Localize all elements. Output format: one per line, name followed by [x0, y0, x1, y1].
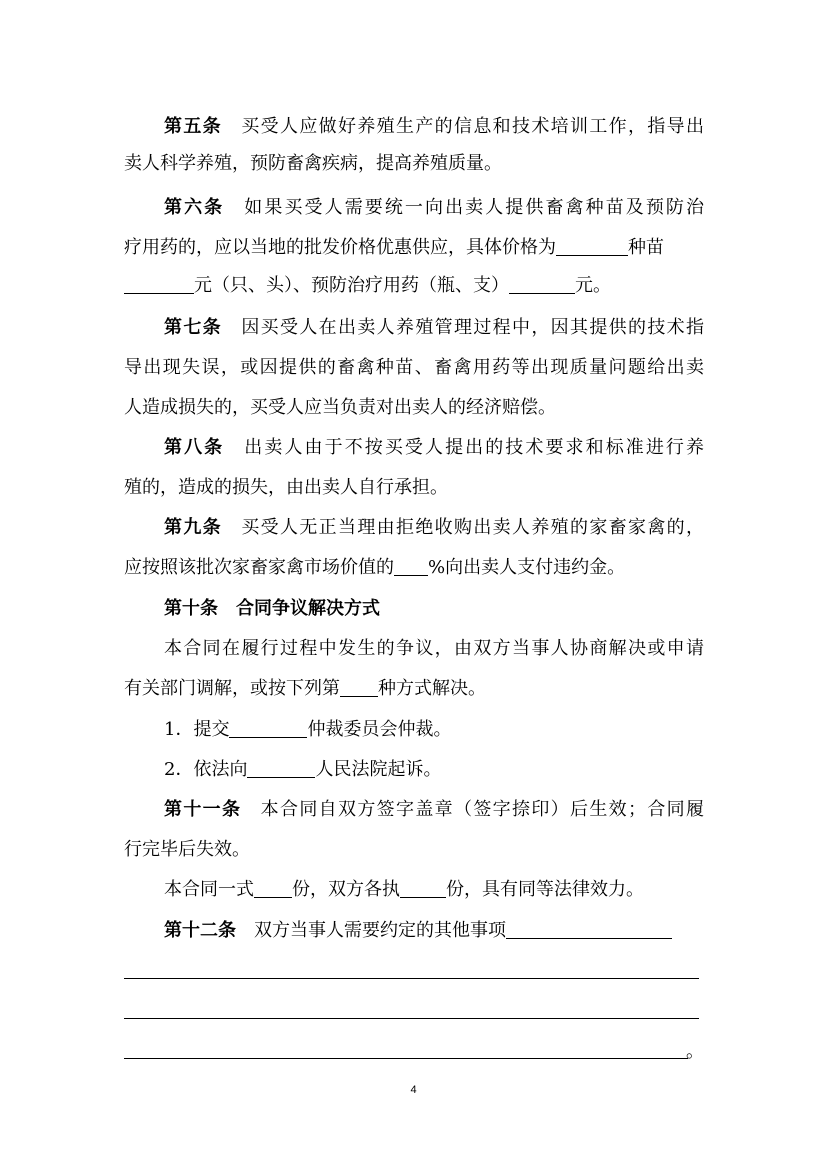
article-10-option-1 [164, 718, 704, 742]
article-7-text-1: 因买受人在出卖人养殖管理过程中，因其提供的技术指 [240, 317, 704, 338]
article-9-line-1 [164, 516, 704, 540]
article-10-heading: 第十条 [164, 598, 218, 619]
article-11-heading: 第十一条 [164, 799, 242, 820]
other-matters-line-2[interactable] [124, 1018, 699, 1019]
other-matters-blank[interactable] [506, 920, 672, 939]
article-11-text-3a: 本合同一式 [164, 879, 254, 900]
article-10-text-2a: 有关部门调解，或按下列第 [124, 678, 340, 699]
article-6-text-3a: 元（只、头）、预防治疗用药（瓶、支） [194, 275, 509, 296]
arbitration-committee-blank[interactable] [229, 719, 307, 738]
price-medicine-blank[interactable] [509, 275, 575, 294]
article-6-line-1 [164, 196, 704, 220]
article-6-text-3b: 元。 [575, 275, 611, 296]
article-9-line-2 [124, 556, 704, 580]
article-6-text-2b: 种苗 [628, 237, 664, 258]
price-seedling-unit-blank[interactable] [124, 275, 194, 294]
article-9-text-1: 买受人无正当理由拒绝收购出卖人养殖的家畜家禽的， [240, 517, 704, 538]
article-6-text-1: 如果买受人需要统一向出卖人提供畜禽种苗及预防治 [242, 197, 705, 218]
article-12-text-1: 双方当事人需要约定的其他事项 [254, 920, 506, 941]
article-6-line-2 [124, 236, 704, 260]
article-12-line-1 [164, 919, 704, 943]
page-number: 4 [410, 1084, 417, 1096]
article-7-line-1 [164, 316, 704, 340]
dispute-method-blank[interactable] [340, 678, 378, 697]
article-11-line-2: 行完毕后失效。 [124, 839, 250, 860]
article-8-heading: 第八条 [164, 437, 225, 458]
article-7-heading: 第七条 [164, 317, 222, 338]
option-2-text-b: 人民法院起诉。 [315, 759, 442, 780]
option-1-text-a: 1．提交 [164, 719, 230, 740]
article-10-option-2 [164, 758, 704, 782]
article-6-heading: 第六条 [164, 197, 225, 218]
article-8-line-2: 殖的，造成的损失，由出卖人自行承担。 [124, 477, 448, 498]
article-12-heading: 第十二条 [164, 920, 236, 941]
article-5-line-1 [164, 115, 704, 139]
article-5-heading: 第五条 [164, 116, 222, 137]
article-10-line-2 [124, 677, 704, 701]
article-11-text-3b: 份，双方各执 [292, 879, 400, 900]
article-8-line-1 [164, 436, 704, 460]
article-10-title-line [164, 597, 704, 621]
article-8-text-1: 出卖人由于不按买受人提出的技术要求和标准进行养 [242, 437, 705, 458]
article-7-line-2: 导出现失误，或因提供的畜禽种苗、畜禽用药等出现质量问题给出卖 [124, 357, 704, 378]
court-blank[interactable] [247, 759, 315, 778]
article-11-line-3 [164, 878, 704, 902]
penalty-percent-blank[interactable] [394, 557, 428, 576]
option-2-text-a: 2．依法向 [164, 759, 248, 780]
article-5-text-1: 买受人应做好养殖生产的信息和技术培训工作，指导出 [240, 116, 704, 137]
article-6-text-2a: 疗用药的，应以当地的批发价格优惠供应，具体价格为 [124, 237, 556, 258]
article-9-heading: 第九条 [164, 517, 222, 538]
article-11-text-1: 本合同自双方签字盖章（签字捺印）后生效；合同履 [259, 799, 705, 820]
article-11-line-1 [164, 798, 704, 822]
article-7-line-3: 人造成损失的，买受人应当负责对出卖人的经济赔偿。 [124, 397, 556, 418]
article-11-text-3c: 份，具有同等法律效力。 [446, 879, 644, 900]
copies-total-blank[interactable] [254, 879, 292, 898]
article-9-text-2a: 应按照该批次家畜家禽市场价值的 [124, 557, 394, 578]
price-seedling-blank[interactable] [556, 237, 628, 256]
other-matters-line-3[interactable] [124, 1058, 688, 1059]
article-10-title: 合同争议解决方式 [236, 598, 380, 619]
article-6-line-3 [124, 274, 704, 298]
copies-each-blank[interactable] [400, 879, 446, 898]
article-5-line-2: 卖人科学养殖，预防畜禽疾病，提高养殖质量。 [124, 153, 502, 174]
article-10-line-1: 本合同在履行过程中发生的争议，由双方当事人协商解决或申请 [164, 638, 704, 659]
article-9-text-2b: %向出卖人支付违约金。 [428, 557, 626, 578]
option-1-text-b: 仲裁委员会仲裁。 [307, 719, 452, 740]
closing-period: 。 [686, 1041, 704, 1062]
article-10-text-2b: 种方式解决。 [378, 678, 486, 699]
other-matters-line-1[interactable] [124, 978, 699, 979]
